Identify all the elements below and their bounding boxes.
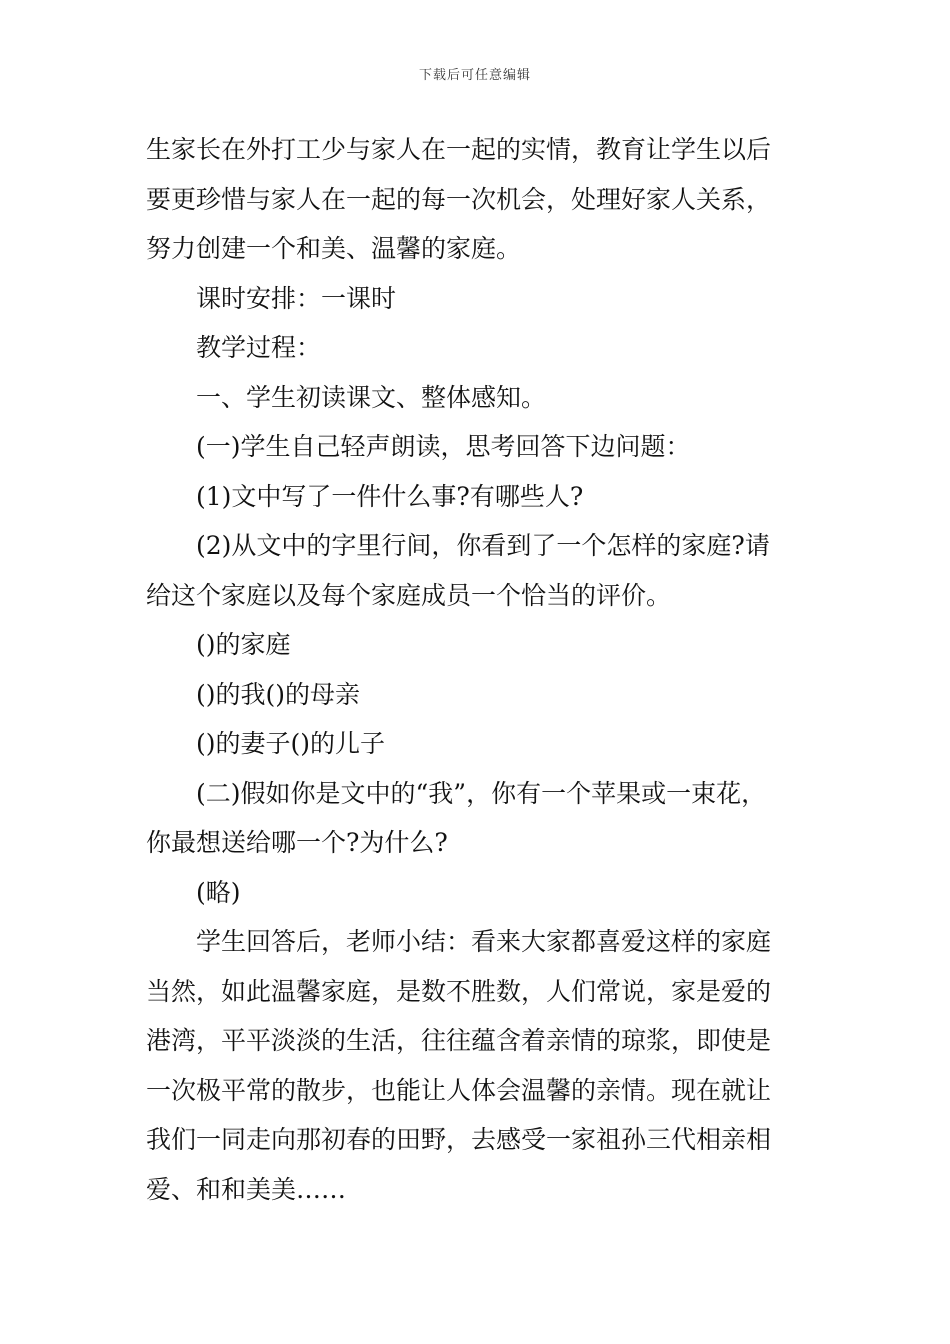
text-line: 教学过程：: [196, 333, 322, 362]
text-line: 当然，如此温馨家庭，是数不胜数，人们常说，家是爱的: [146, 976, 772, 1006]
paragraph-subsection-one: [146, 422, 836, 472]
paragraph-blank-family: [146, 620, 836, 670]
paragraph-process-heading: [146, 323, 836, 373]
paragraph-omitted: [146, 868, 836, 918]
text-line: (1)文中写了一件什么事?有哪些人?: [196, 481, 584, 511]
paragraph-question-2: [146, 521, 836, 620]
text-line: 课时安排：一课时: [196, 283, 397, 313]
text-line: 要更珍惜与家人在一起的每一次机会，处理好家人关系，: [146, 184, 772, 214]
text-line: 给这个家庭以及每个家庭成员一个恰当的评价。: [146, 580, 672, 610]
text-line: (2)从文中的字里行间，你看到了一个怎样的家庭?请: [196, 531, 770, 560]
text-line: 一、学生初读课文、整体感知。: [196, 382, 547, 412]
paragraph-continued: [146, 125, 836, 274]
text-line: ()的妻子()的儿子: [196, 729, 386, 758]
text-line: 爱、和和美美……: [146, 1174, 347, 1204]
text-line: 学生回答后，老师小结：看来大家都喜爱这样的家庭: [196, 927, 772, 956]
text-line: (略): [196, 877, 241, 907]
text-line: 一次极平常的散步，也能让人体会温馨的亲情。现在就让: [146, 1075, 772, 1105]
text-line: (二)假如你是文中的“我”，你有一个苹果或一束花，: [196, 778, 767, 808]
paragraph-subsection-two: [146, 769, 836, 868]
text-line: 努力创建一个和美、温馨的家庭。: [146, 234, 522, 263]
paragraph-section-one: [146, 373, 836, 423]
text-line: 生家长在外打工少与家人在一起的实情，教育让学生以后: [146, 135, 772, 164]
paragraph-schedule: [146, 274, 836, 324]
text-line: 你最想送给哪一个?为什么?: [146, 828, 448, 857]
page-header-note: 下载后可任意编辑: [418, 68, 531, 83]
text-line: ()的我()的母亲: [196, 679, 361, 709]
document-body: [146, 125, 836, 1214]
paragraph-blank-wife-son: [146, 719, 836, 769]
paragraph-blank-me-mother: [146, 670, 836, 720]
text-line: 我们一同走向那初春的田野，去感受一家祖孙三代相亲相: [146, 1125, 772, 1154]
text-line: ()的家庭: [196, 630, 291, 659]
text-line: 港湾，平平淡淡的生活，往往蕴含着亲情的琼浆，即使是: [146, 1026, 772, 1055]
text-line: (一)学生自己轻声朗读，思考回答下边问题：: [196, 432, 691, 461]
paragraph-question-1: [146, 472, 836, 522]
paragraph-teacher-summary: [146, 917, 836, 1214]
